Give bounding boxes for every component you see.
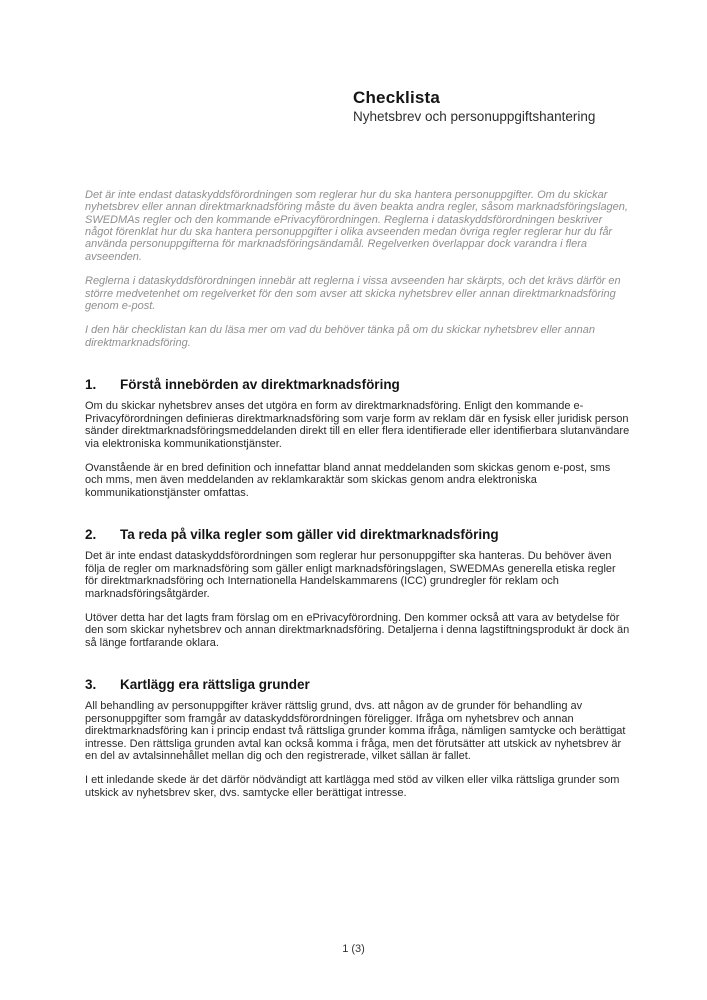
- page-number: 1 (3): [342, 943, 365, 955]
- section-2-title: Ta reda på vilka regler som gäller vid direktmarknadsföring: [120, 527, 499, 543]
- page-footer: [0, 943, 707, 955]
- section-3-number: 3.: [85, 677, 97, 693]
- intro-paragraph-3: I den här checklistan kan du läsa mer om vad du behöver tänka på om du skickar nyhetsbrev eller annan direktmarknadsföring.: [85, 324, 595, 349]
- section-3-heading: [85, 677, 630, 693]
- document-subtitle: Nyhetsbrev och personuppgiftshantering: [353, 108, 596, 124]
- section-1-heading: [85, 377, 630, 393]
- document-header: [353, 88, 630, 125]
- intro-section: [85, 189, 630, 349]
- section-1-paragraph-1: Om du skickar nyhetsbrev anses det utgöra en form av direktmarknadsföring. Enligt den kommande e-Privacyförordningen definieras direktmarknadsföring som varje form av reklam där en fysisk eller juridisk person sänder direktmarknadsföringsmeddelanden direkt till en eller flera identifierade eller identifierbara slutanvändare via elektroniska kommunikationstjänster.: [85, 400, 630, 450]
- section-1-paragraph-2: Ovanstående är en bred definition och innefattar bland annat meddelanden som skickas genom e-post, sms och mms, men även meddelanden av reklamkaraktär som skickas genom andra elektroniska kommunikationstjänster omfattas.: [85, 462, 611, 499]
- intro-paragraph-2: Reglerna i dataskyddsförordningen innebär att reglerna i vissa avseenden har skärpts, och det krävs därför en större medvetenhet om regelverket för den som avser att skicka nyhetsbrev eller annan direktmarknadsföring genom e-post.: [85, 275, 621, 312]
- intro-paragraph-1: Det är inte endast dataskyddsförordningen som reglerar hur du ska hantera personuppgifter. Om du skickar nyhetsbrev eller annan direktmarknadsföring måste du även beakta andra regler, såsom marknadsföringslagen, SWEDMAs regler och den kommande ePrivacyförordningen. Reglerna i dataskyddsförordningen beskriver något förenklat hur du ska hantera personuppgifter i olika avseenden medan övriga regler reglerar hur du får använda personuppgifterna för marknadsföringsändamål. Regelverken överlappar dock varandra i flera avseenden.: [85, 188, 628, 263]
- section-2-paragraph-2: Utöver detta har det lagts fram förslag om en ePrivacyförordning. Den kommer också att vara av betydelse för den som skickar nyhetsbrev och annan direktmarknadsföring. Detaljerna i denna lagstiftningsprodukt är dock än så länge fortfarande oklara.: [85, 612, 630, 649]
- section-1-number: 1.: [85, 377, 97, 393]
- document-title: Checklista: [353, 88, 441, 107]
- section-2: [85, 527, 630, 649]
- section-2-number: 2.: [85, 527, 97, 543]
- section-2-paragraph-1: Det är inte endast dataskyddsförordningen som reglerar hur personuppgifter ska hanteras. Du behöver även följa de regler om marknadsföring som gäller enligt marknadsföringslagen, SWEDMAs generella etiska regler för direktmarknadsföring och Internationella Handelskammarens (ICC) grundregler för reklam och marknadsföringsåtgärder.: [85, 550, 616, 600]
- section-3-paragraph-2: I ett inledande skede är det därför nödvändigt att kartlägga med stöd av vilken eller vilka rättsliga grunder som utskick av nyhetsbrev sker, dvs. samtycke eller berättigat intresse.: [85, 774, 620, 799]
- section-3: [85, 677, 630, 799]
- section-1: [85, 377, 630, 499]
- section-3-paragraph-1: All behandling av personuppgifter kräver rättslig grund, dvs. att någon av de grunder för behandling av personuppgifter som framgår av dataskyddsförordningen föreligger. Ifråga om nyhetsbrev och annan direktmarknadsföring kan i princip endast två rättsliga grunder komma ifråga, nämligen samtycke och berättigat intresse. Den rättsliga grunden avtal kan också komma i fråga, men det förutsätter att utskick av nyhetsbrev är en del av avtalsinnehållet mellan dig och den registrerade, vilket sällan är fallet.: [85, 700, 626, 763]
- section-1-title: Förstå innebörden av direktmarknadsföring: [120, 377, 400, 393]
- section-2-heading: [85, 527, 630, 543]
- section-3-title: Kartlägg era rättsliga grunder: [120, 677, 310, 693]
